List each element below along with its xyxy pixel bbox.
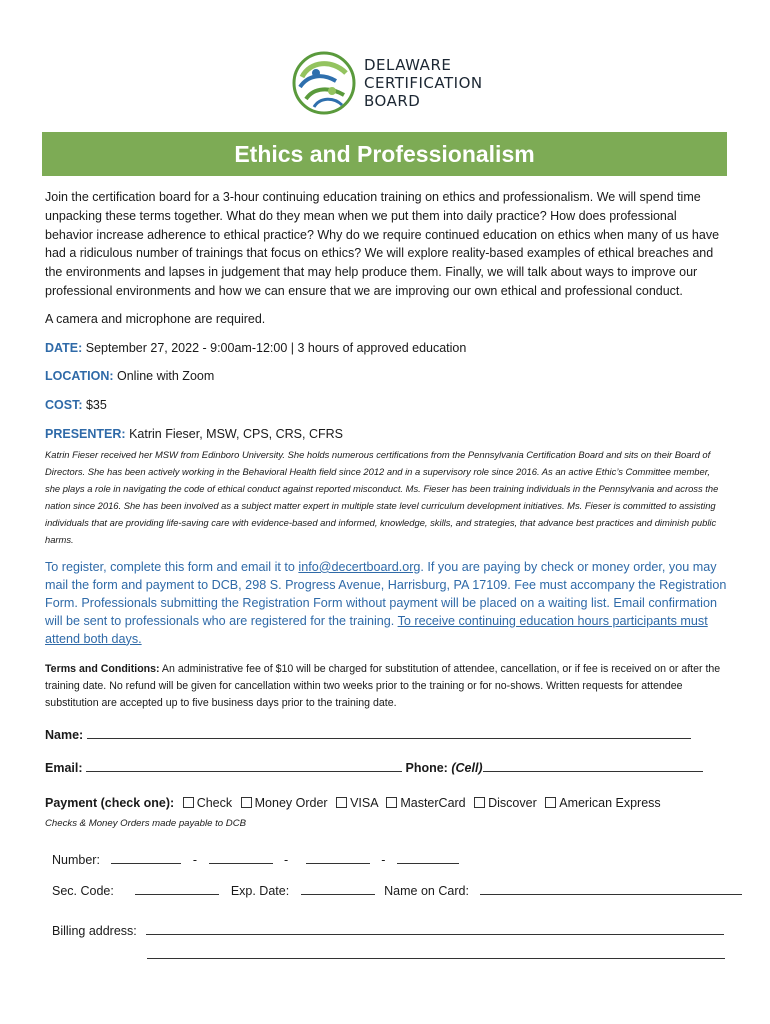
registration-paragraph	[45, 558, 727, 648]
card-number-field-4[interactable]	[397, 851, 459, 864]
billing-label: Billing address:	[52, 924, 137, 938]
mastercard-checkbox[interactable]	[386, 797, 397, 808]
card-number-row: Number: - - -	[52, 851, 459, 867]
email-label: Email:	[45, 760, 83, 775]
cost-line	[45, 396, 727, 415]
attendance-note-link: To receive continuing education hours participants must attend both days.	[45, 613, 708, 646]
payment-label: Payment (check one):	[45, 796, 175, 811]
exp-date-field[interactable]	[301, 882, 375, 895]
payment-option-visa: VISA	[350, 796, 378, 811]
presenter-line	[45, 425, 727, 444]
card-number-field-3[interactable]	[306, 851, 370, 864]
billing-address-field-1[interactable]	[146, 922, 724, 935]
terms-text: An administrative fee of $10 will be charged for substitution of attendee, cancellation, or if fee is received on or after the training date. No refund will be given for cancellation within two weeks prior to the training or for no-shows. Written requests for attendee substitution are accepted up to five business days prior to the training date.	[45, 662, 721, 709]
delaware-certification-board-logo-icon	[292, 51, 356, 115]
exp-date-label: Exp. Date:	[230, 884, 290, 898]
payment-option-amex: American Express	[559, 796, 661, 811]
terms-label: Terms and Conditions:	[45, 662, 160, 675]
date-value: September 27, 2022 - 9:00am-12:00 | 3 hours of approved education	[85, 340, 467, 355]
money-order-checkbox[interactable]	[241, 797, 252, 808]
logo	[292, 48, 483, 118]
location-label: LOCATION:	[45, 369, 114, 384]
logo-line-2: CERTIFICATION	[364, 74, 483, 92]
sec-code-field[interactable]	[135, 882, 219, 895]
card-number-field-1[interactable]	[111, 851, 181, 864]
card-details-row	[52, 882, 742, 898]
page-title: Ethics and Professionalism	[234, 140, 535, 167]
logo-line-3: BOARD	[364, 92, 421, 110]
email-phone-row	[45, 759, 727, 778]
email-link[interactable]: info@decertboard.org	[298, 559, 421, 574]
name-field[interactable]	[87, 726, 691, 739]
name-on-card-label: Name on Card:	[384, 884, 469, 898]
register-text-2: . If you are paying by check or money order, you may mail the form and payment to DCB, 298 S. Progress Avenue, Harrisburg, PA 17109. Fee must accompany the Registration Form. Professionals submitting the Registration Form without payment will be placed on a waiting list. Email confirmation will be sent to professionals who are registered for the training.	[45, 559, 727, 628]
location-line	[45, 367, 727, 386]
presenter-label: PRESENTER:	[45, 426, 126, 441]
main-content	[45, 188, 727, 834]
checks-note: Checks & Money Orders made payable to DCB	[45, 818, 247, 830]
cost-label: COST:	[45, 398, 83, 413]
sec-code-label: Sec. Code:	[52, 884, 114, 898]
register-text-1: To register, complete this form and email it to	[45, 559, 299, 574]
visa-checkbox[interactable]	[336, 797, 347, 808]
payment-row	[45, 794, 727, 813]
intro-paragraph: Join the certification board for a 3-hour continuing education training on ethics and professionalism. We will spend time unpacking these terms together. What do they mean when we put them into daily practice? How does professional behavior increase adherence to ethical practice? Why do we require continued education on ethics when many of us have had a ridiculous number of trainings that focus on ethics? We will explore reality-based examples of ethical breaches and the environments and lapses in judgement that may help produce them. Finally, we will talk about ways to improve our professional environments and how we can ensure that we are improving our own ethical and professional conduct.	[45, 190, 720, 298]
name-row	[45, 726, 727, 745]
number-label: Number:	[52, 853, 100, 867]
presenter-value: Katrin Fieser, MSW, CPS, CRS, CFRS	[129, 426, 343, 441]
phone-field[interactable]	[483, 759, 703, 772]
email-field[interactable]	[86, 759, 402, 772]
billing-row	[52, 922, 724, 938]
name-on-card-field[interactable]	[480, 882, 742, 895]
logo-text	[364, 56, 483, 110]
presenter-bio: Katrin Fieser received her MSW from Edinboro University. She holds numerous certifications from the Pennsylvania Certification Board and sits on their Board of Directors. She has been actively working in the Behavioral Health field since 2012 and in a supervisory role since 2016. As an active Ethic’s Committee member, she plays a role in navigating the code of ethical conduct against reported misconduct. Ms. Fieser has been training individuals in the Pennsylvania and across the nation since 2016. She has been involved as a subject matter expert in multiple state level curriculum development initiatives. Ms. Fieser is committed to assisting individuals that are providing life-saving care with evidence-based and informed, knowledge, skills, and strategies, that advance best practices and diminish public harms.	[45, 448, 719, 545]
phone-cell-label: (Cell)	[451, 760, 483, 775]
payment-option-mastercard: MasterCard	[400, 796, 466, 811]
check-checkbox[interactable]	[183, 797, 194, 808]
date-label: DATE:	[45, 340, 83, 355]
cost-value: $35	[85, 398, 107, 413]
billing-row-2	[147, 946, 725, 962]
payment-option-money-order: Money Order	[254, 796, 328, 811]
location-value: Online with Zoom	[117, 369, 215, 384]
discover-checkbox[interactable]	[474, 797, 485, 808]
amex-checkbox[interactable]	[545, 797, 556, 808]
payment-option-check: Check	[196, 796, 233, 811]
card-number-field-2[interactable]	[209, 851, 273, 864]
name-label: Name:	[45, 727, 84, 742]
billing-address-field-2[interactable]	[147, 946, 725, 959]
logo-line-1: DELAWARE	[364, 56, 452, 74]
camera-note: A camera and microphone are required.	[45, 311, 266, 326]
phone-label: Phone:	[405, 760, 448, 775]
date-line	[45, 339, 727, 358]
payment-option-discover: Discover	[488, 796, 537, 811]
title-banner	[42, 132, 727, 176]
terms-paragraph	[45, 661, 727, 712]
